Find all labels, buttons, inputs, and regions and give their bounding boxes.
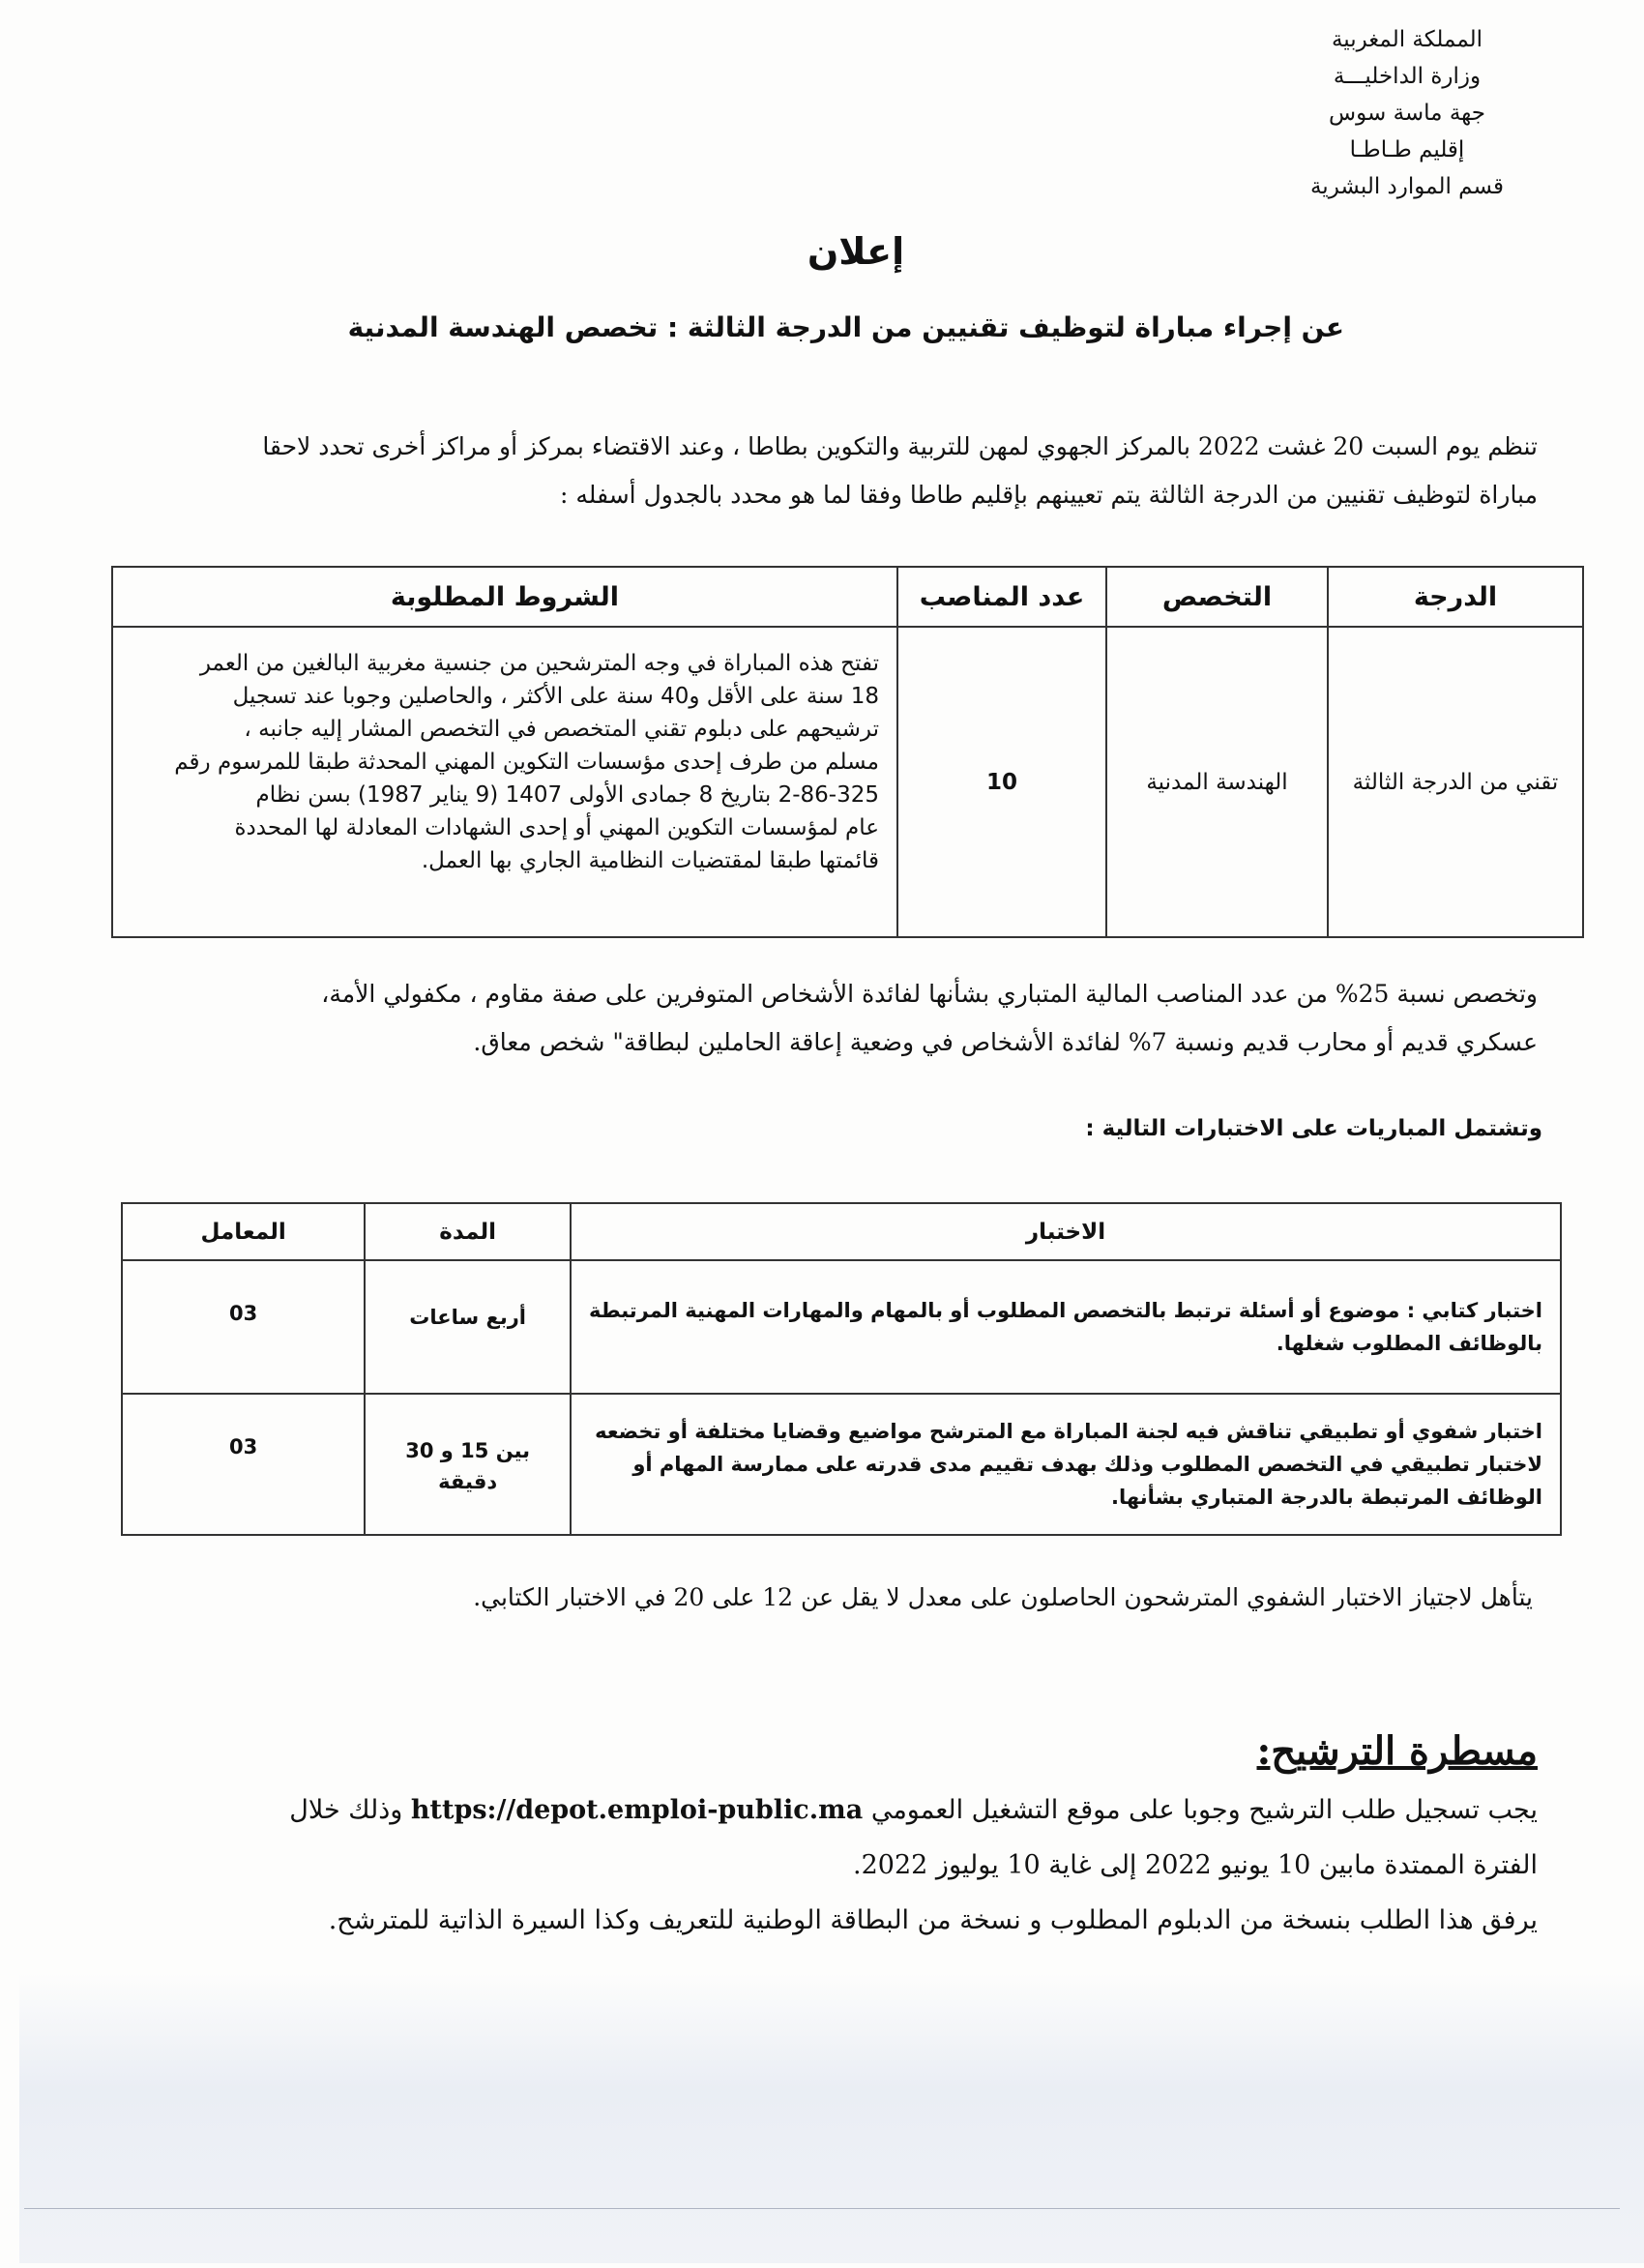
- cell-conditions: [112, 627, 897, 937]
- quota-paragraph: [68, 970, 1538, 1067]
- procedure-title: مسطرة الترشيح:: [1256, 1728, 1538, 1774]
- procedure-text-a: يجب تسجيل طلب الترشيح وجوبا على موقع التشغيل العمومي: [870, 1795, 1538, 1825]
- intro-paragraph: [106, 423, 1538, 519]
- tests-table-header-row: [122, 1203, 1561, 1260]
- announcement-subtitle: عن إجراء مباراة لتوظيف تقنيين من الدرجة الثالثة : تخصص الهندسة المدنية: [347, 311, 1344, 343]
- institution-header: [1281, 21, 1533, 205]
- col-header-test: الاختبار: [571, 1203, 1561, 1260]
- cell-grade: تقني من الدرجة الثالثة: [1328, 627, 1583, 937]
- col-header-grade: الدرجة: [1328, 567, 1583, 627]
- procedure-line: [97, 1782, 1538, 1838]
- table-row: [112, 627, 1583, 937]
- cell-duration: [365, 1394, 571, 1535]
- col-header-specialty: التخصص: [1106, 567, 1328, 627]
- header-line-region: جهة ماسة سوس: [1329, 101, 1485, 126]
- condition-line: 18 سنة على الأقل و40 سنة على الأكثر ، والحاصلين وجوبا عند تسجيل: [232, 684, 879, 709]
- test-line: اختبار كتابي : موضوع أو أسئلة ترتبط بالتخصص المطلوب أو بالمهام والمهارات المهنية المرتبطة: [589, 1299, 1542, 1322]
- test-line: بالوظائف المطلوب شغلها.: [1276, 1332, 1542, 1355]
- cell-duration: أربع ساعات: [365, 1260, 571, 1394]
- tests-intro: وتشتمل المباريات على الاختبارات التالية :: [1085, 1116, 1542, 1141]
- header-line-province: إقليم طـاطـا: [1349, 137, 1465, 162]
- intro-line: تنظم يوم السبت 20 غشت 2022 بالمركز الجهوي لمهن للتربية والتكوين بطاطا ، وعند الاقتضاء بمركز أو مراكز أخرى تحدد لاحقا: [262, 432, 1538, 460]
- header-line-kingdom: المملكة المغربية: [1331, 27, 1483, 52]
- condition-line: تفتح هذه المباراة في وجه المترشحين من جنسية مغربية البالغين من العمر: [199, 651, 879, 676]
- announcement-title: إعلان: [807, 230, 905, 273]
- header-line-department: قسم الموارد البشرية: [1309, 174, 1505, 199]
- header-line-ministry: وزارة الداخليـــة: [1333, 64, 1482, 89]
- test-line: لاختبار تطبيقي في التخصص المطلوب وذلك بهدف تقييم مدى قدرته على ممارسة المهام أو: [632, 1453, 1542, 1476]
- condition-line: عام لمؤسسات التكوين المهني أو إحدى الشهادات المعادلة لها المحددة: [234, 815, 879, 840]
- tests-table: [121, 1202, 1562, 1536]
- condition-line: قائمتها طبقا لمقتضيات النظامية الجاري بها العمل.: [421, 848, 879, 873]
- procedure-line: الفترة الممتدة مابين 10 يونيو 2022 إلى غاية 10 يوليوز 2022.: [853, 1850, 1538, 1880]
- cell-specialty: الهندسة المدنية: [1106, 627, 1328, 937]
- intro-line: مباراة لتوظيف تقنيين من الدرجة الثالثة يتم تعيينهم بإقليم طاطا وفقا لما هو محدد بالجدول أسفله :: [560, 481, 1538, 509]
- procedure-text-b: وذلك خلال: [289, 1795, 403, 1825]
- table-row: [122, 1394, 1561, 1535]
- quota-line: وتخصص نسبة 25% من عدد المناصب المالية المتباري بشأنها لفائدة الأشخاص المتوفرين على صفة مقاوم ، مكفولي الأمة،: [321, 980, 1538, 1008]
- qualification-note: يتأهل لاجتياز الاختبار الشفوي المترشحون الحاصلون على معدل لا يقل عن 12 على 20 في الاختبار الكتابي.: [473, 1583, 1533, 1611]
- procedure-line: يرفق هذا الطلب بنسخة من الدبلوم المطلوب و نسخة من البطاقة الوطنية للتعريف وكذا السيرة الذاتية للمترشح.: [328, 1905, 1538, 1935]
- col-header-count: عدد المناصب: [897, 567, 1106, 627]
- table-row: [122, 1260, 1561, 1394]
- positions-table: [111, 566, 1584, 938]
- condition-line: ترشيحهم على دبلوم تقني المتخصص في التخصص المشار إليه جانبه ،: [244, 717, 879, 742]
- test-line: الوظائف المرتبطة بالدرجة المتباري بشأنها.: [1111, 1486, 1542, 1509]
- condition-line: 2-86-325 بتاريخ 8 جمادى الأولى 1407 (9 يناير 1987) بسن نظام: [255, 782, 879, 808]
- positions-table-header-row: [112, 567, 1583, 627]
- scan-shading: [19, 1973, 1644, 2263]
- col-header-duration: المدة: [365, 1203, 571, 1260]
- duration-line: دقيقة: [438, 1470, 498, 1493]
- cell-test-oral: [571, 1394, 1561, 1535]
- col-header-coefficient: المعامل: [122, 1203, 365, 1260]
- condition-line: مسلم من طرف إحدى مؤسسات التكوين المهني المحدثة طبقا للمرسوم رقم: [174, 750, 879, 775]
- duration-line: بين 15 و 30: [405, 1439, 531, 1462]
- cell-test-written: [571, 1260, 1561, 1394]
- quota-line: عسكري قديم أو محارب قديم ونسبة 7% لفائدة الأشخاص في وضعية إعاقة الحاملين لبطاقة" شخص معاق.: [473, 1028, 1538, 1056]
- test-line: اختبار شفوي أو تطبيقي تناقش فيه لجنة المباراة مع المترشح مواضيع وقضايا مختلفة أو تخضعه: [595, 1420, 1542, 1443]
- cell-coefficient: 03: [122, 1260, 365, 1394]
- cell-coefficient: 03: [122, 1394, 365, 1535]
- col-header-conditions: الشروط المطلوبة: [112, 567, 897, 627]
- page-bottom-rule: [24, 2208, 1620, 2209]
- application-website-link[interactable]: https://depot.emploi-public.ma: [410, 1795, 864, 1825]
- cell-count: 10: [897, 627, 1106, 937]
- procedure-text: [97, 1782, 1538, 1948]
